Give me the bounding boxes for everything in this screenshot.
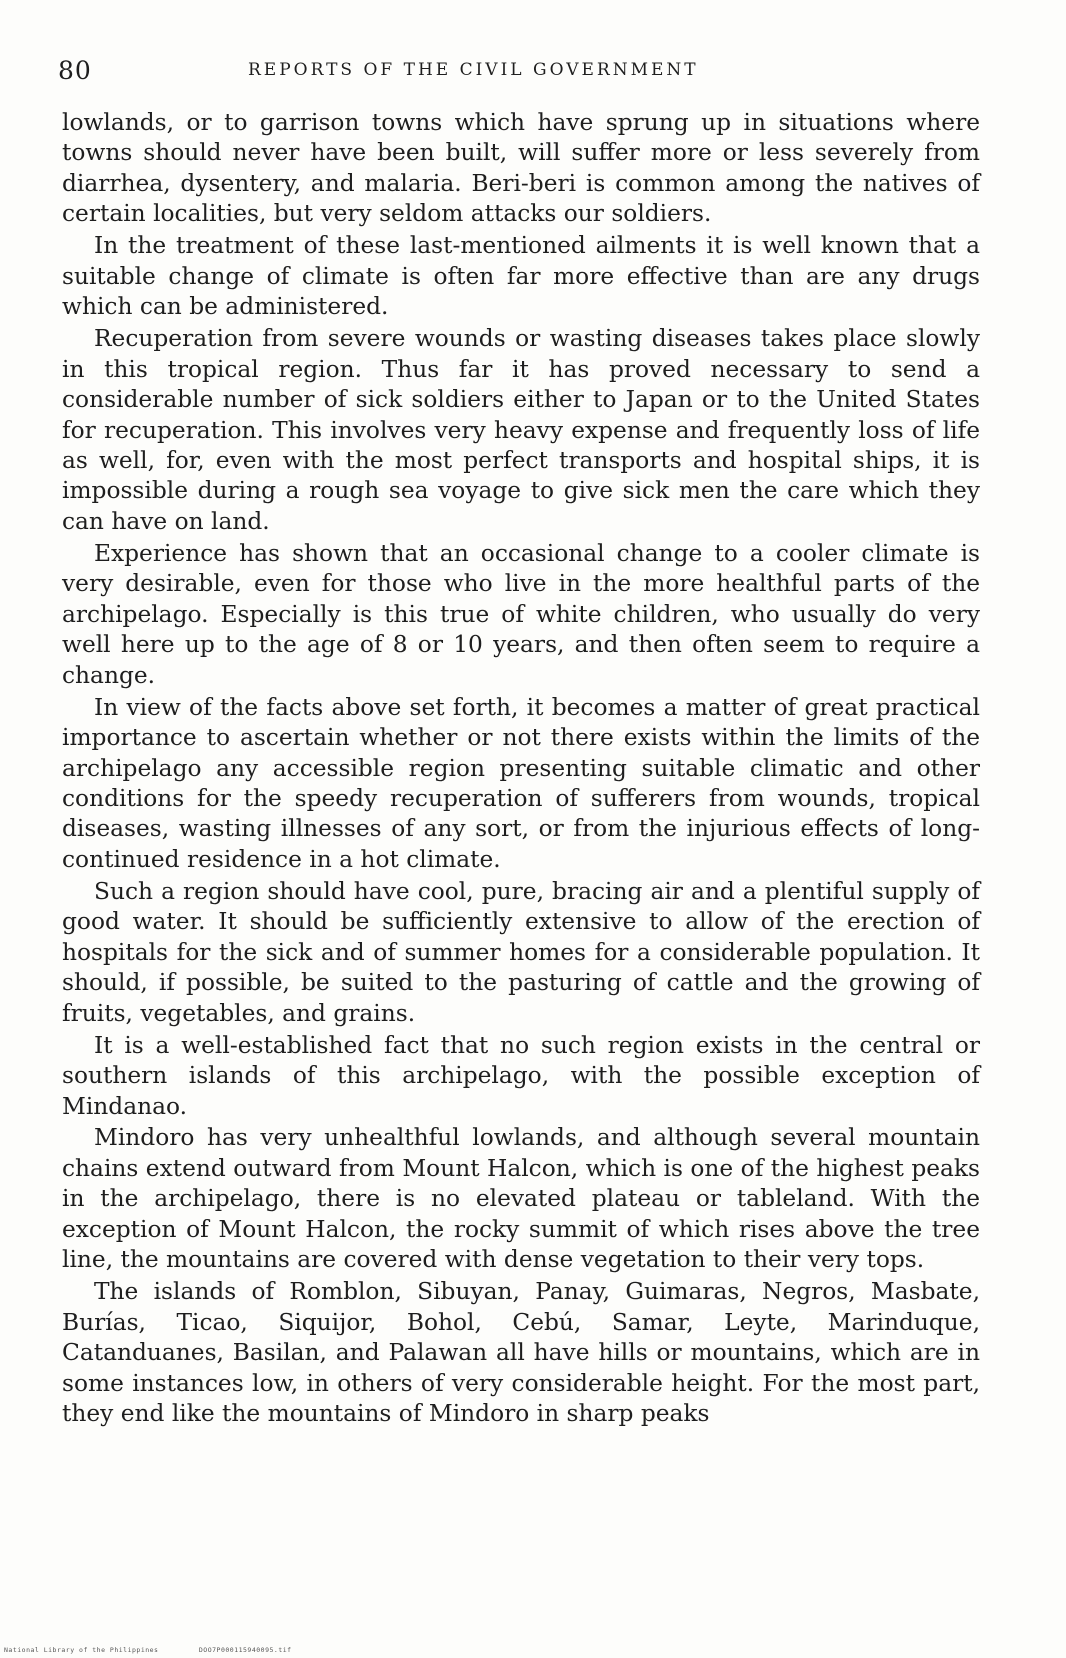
scan-footer — [4, 1646, 328, 1654]
paragraph: Recuperation from severe wounds or wasting diseases takes place slowly in this tropical region. Thus far it has proved necessary to send a considerable number of sick soldiers either to Japan or to the United States for recuperation. This involves very heavy expense and frequently loss of life as well, for, even with the most perfect transports and hospital ships, it is impossible during a rough sea voyage to give sick men the care which they can have on land. — [62, 325, 980, 535]
paragraph: The islands of Romblon, Sibuyan, Panay, Guimaras, Negros, Masbate, Burías, Ticao, Siquijor, Bohol, Cebú, Samar, Leyte, Marinduque, Catanduanes, Basilan, and Palawan all have hills or mountains, which are in some instances low, in others of very considerable height. For the most part, they end like the mountains of Mindoro in sharp peaks — [62, 1278, 980, 1428]
page-header — [58, 52, 978, 92]
paragraph: In the treatment of these last-mentioned ailments it is well known that a suitable change of climate is often far more effective than are any drugs which can be administered. — [62, 232, 980, 321]
paragraph: It is a well-established fact that no such region exists in the central or southern islands of this archipelago, with the possible exception of Mindanao. — [62, 1031, 980, 1120]
paragraph: Such a region should have cool, pure, bracing air and a plentiful supply of good water. It should be sufficiently extensive to allow of the erection of hospitals for the sick and of summer homes for a considerable population. It should, if possible, be suited to the pasturing of cattle and the growing of fruits, vegetables, and grains. — [62, 877, 980, 1027]
file-id: DOO7P000115940095.tif — [198, 1646, 292, 1654]
paragraph: lowlands, or to garrison towns which have sprung up in situations where towns should never have been built, will suffer more or less severely from diarrhea, dysentery, and malaria. Beri-beri is common among the natives of certain localities, but very seldom attacks our soldiers. — [62, 109, 980, 228]
library-credit: National Library of the Philippines — [4, 1646, 159, 1654]
paragraph: Experience has shown that an occasional change to a cooler climate is very desirable, even for those who live in the more healthful parts of the archipelago. Especially is this true of white children, who usually do very well here up to the age of 8 or 10 years, and then often seem to require a change. — [62, 539, 980, 689]
running-head: REPORTS OF THE CIVIL GOVERNMENT — [248, 60, 699, 80]
paragraph: In view of the facts above set forth, it becomes a matter of great practical importance to ascertain whether or not there exists within the limits of the archipelago any accessible region presenting suitable climatic and other conditions for the speedy recuperation of sufferers from wounds, tropical diseases, wasting illnesses of any sort, or from the injurious effects of long-continued residence in a hot climate. — [62, 693, 980, 873]
page-number: 80 — [58, 56, 92, 85]
body-text — [62, 108, 980, 1431]
paragraph: Mindoro has very unhealthful lowlands, and although several mountain chains extend outward from Mount Halcon, which is one of the highest peaks in the archipelago, there is no elevated plateau or tableland. With the exception of Mount Halcon, the rocky summit of which rises above the tree line, the mountains are covered with dense vegetation to their very tops. — [62, 1124, 980, 1274]
